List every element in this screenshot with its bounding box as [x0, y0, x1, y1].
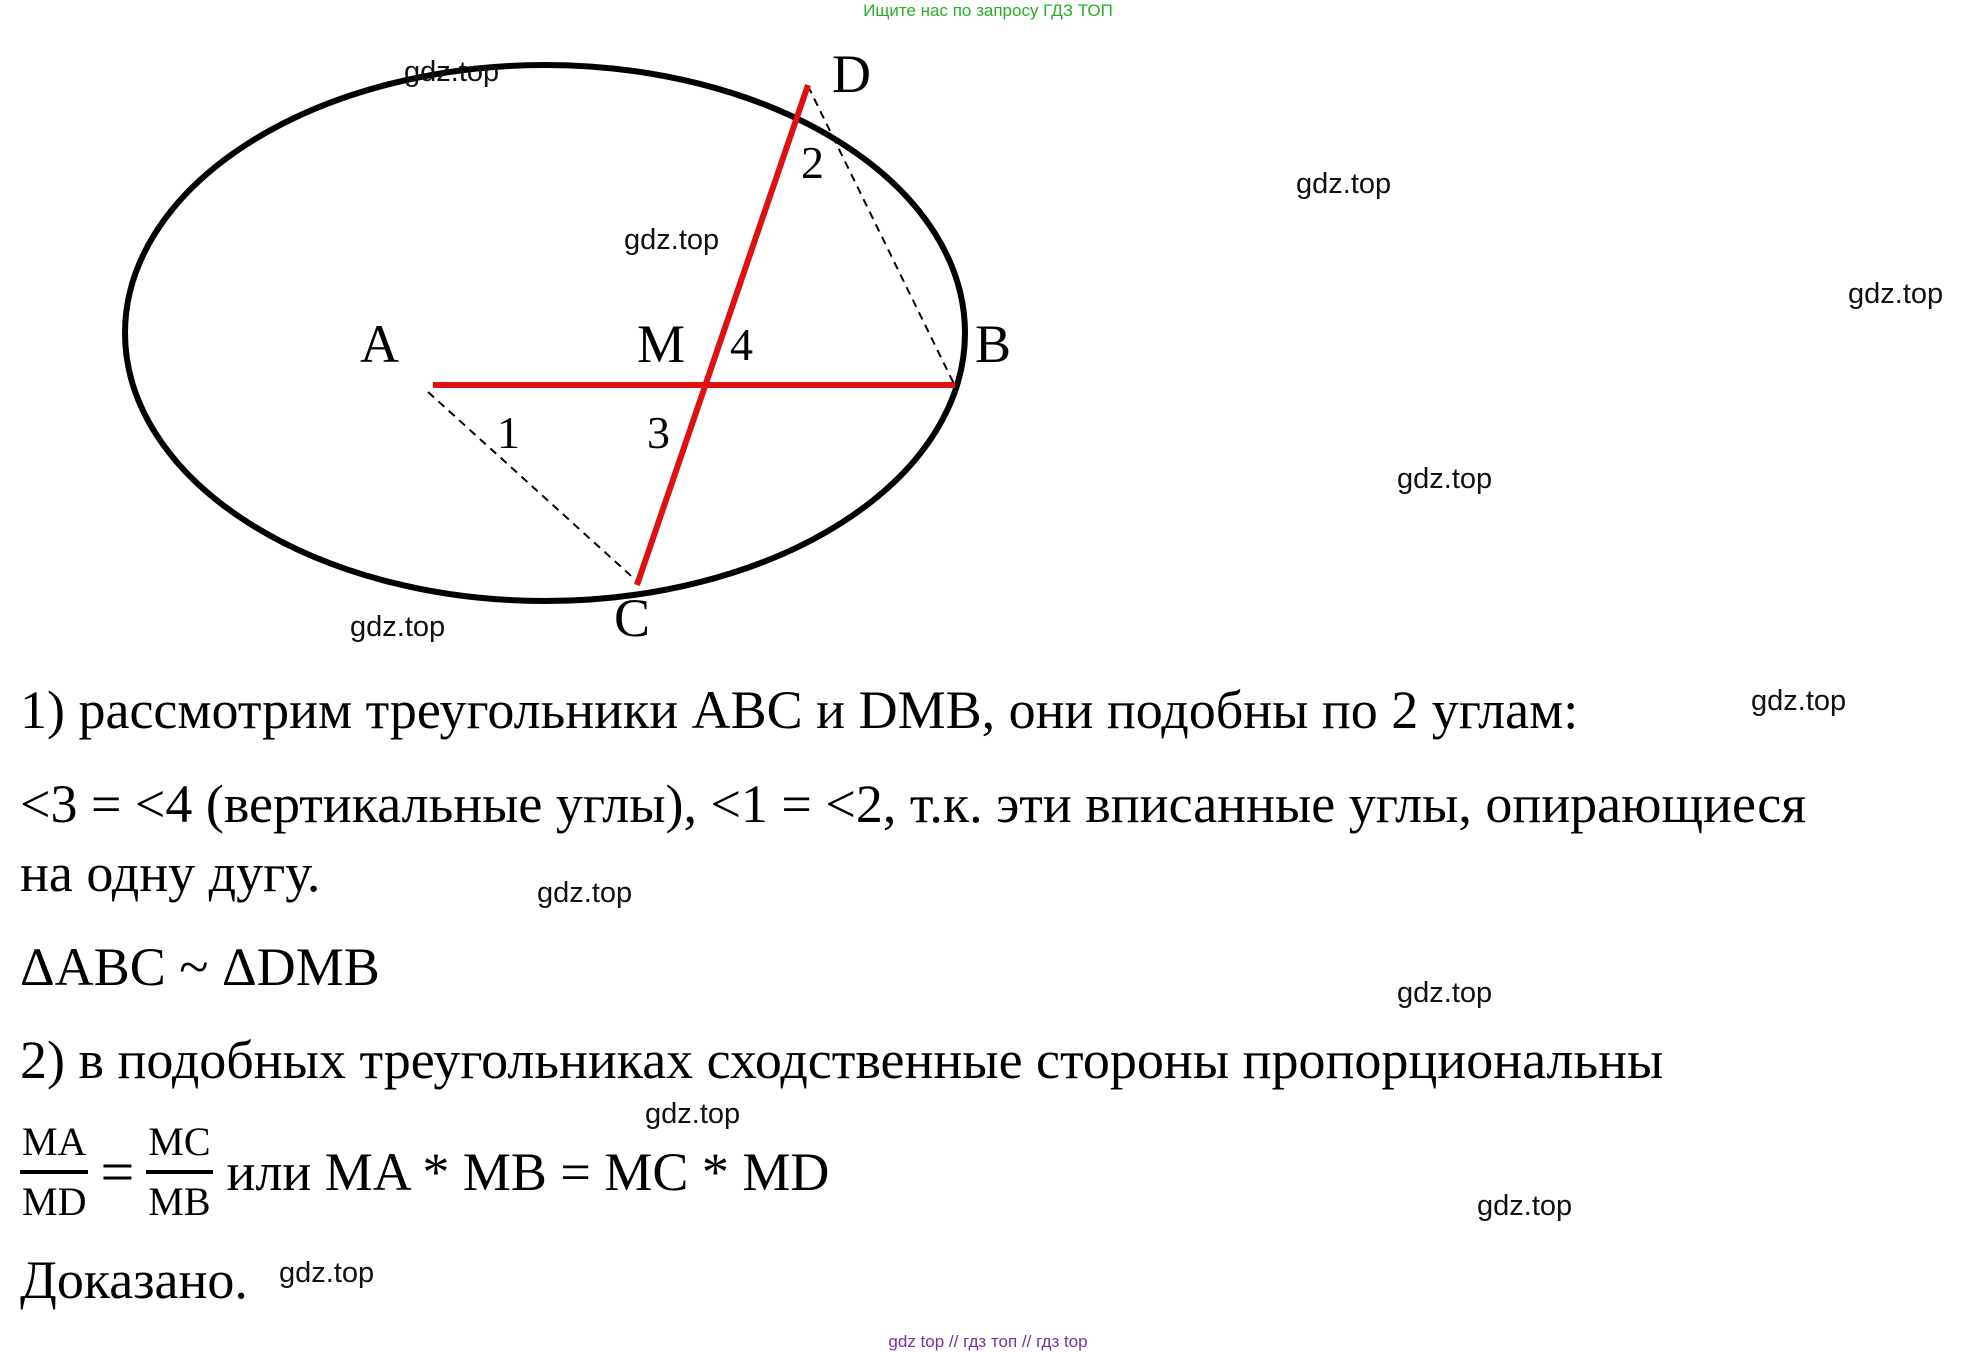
fraction-numerator: MC	[146, 1118, 212, 1174]
chord-ac-dashed	[428, 392, 640, 584]
fraction-mc-mb	[146, 1118, 212, 1226]
watermark: gdz.top	[624, 224, 720, 256]
geometry-figure	[0, 0, 1976, 660]
header-note: Ищите нас по запросу ГДЗ ТОП	[863, 1, 1113, 20]
watermark: gdz.top	[350, 611, 446, 643]
solution-step-2: 2) в подобных треугольниках сходственные стороны пропорциональны	[20, 1030, 1664, 1090]
watermark: gdz.top	[537, 877, 633, 909]
watermark: gdz.top	[1751, 685, 1847, 717]
watermark: gdz.top	[1296, 168, 1392, 200]
watermark: gdz.top	[1848, 278, 1944, 310]
watermark: gdz.top	[1397, 463, 1493, 495]
chord-db-dashed	[808, 86, 955, 386]
label-angle-4: 4	[730, 319, 753, 370]
equation-conclusion: или MA * MB = MC * MD	[226, 1142, 830, 1202]
label-point-m: M	[637, 314, 686, 374]
label-angle-1: 1	[497, 407, 520, 458]
watermark: gdz.top	[279, 1257, 375, 1289]
circle	[125, 65, 965, 601]
label-point-a: A	[360, 314, 399, 374]
fraction-ma-md	[20, 1118, 88, 1226]
equals-sign: =	[100, 1138, 135, 1205]
solution-step-1: 1) рассмотрим треугольники АВС и DMB, они подобны по 2 углам:	[20, 680, 1579, 740]
label-point-b: B	[975, 314, 1012, 374]
proportion-equation	[20, 1112, 829, 1232]
footer-note: gdz top // гдз топ // гдз top	[888, 1332, 1088, 1351]
solution-step-1-reason-cont: на одну дугу.	[20, 843, 321, 903]
watermark: gdz.top	[645, 1098, 741, 1130]
watermark: gdz.top	[404, 56, 500, 88]
label-point-d: D	[832, 44, 871, 104]
watermark: gdz.top	[1477, 1190, 1573, 1222]
fraction-denominator: MB	[148, 1179, 211, 1224]
conclusion: Доказано.	[20, 1250, 248, 1310]
solution-step-1-reason: <3 = <4 (вертикальные углы), <1 = <2, т.к. эти вписанные углы, опирающиеся	[20, 774, 1807, 834]
fraction-numerator: MA	[20, 1118, 88, 1174]
label-angle-3: 3	[647, 407, 670, 458]
fraction-denominator: MD	[22, 1179, 87, 1224]
similarity-statement: ΔABC ~ ΔDMB	[20, 937, 380, 997]
label-angle-2: 2	[801, 137, 824, 188]
watermark: gdz.top	[1397, 977, 1493, 1009]
label-point-c: C	[614, 588, 651, 648]
